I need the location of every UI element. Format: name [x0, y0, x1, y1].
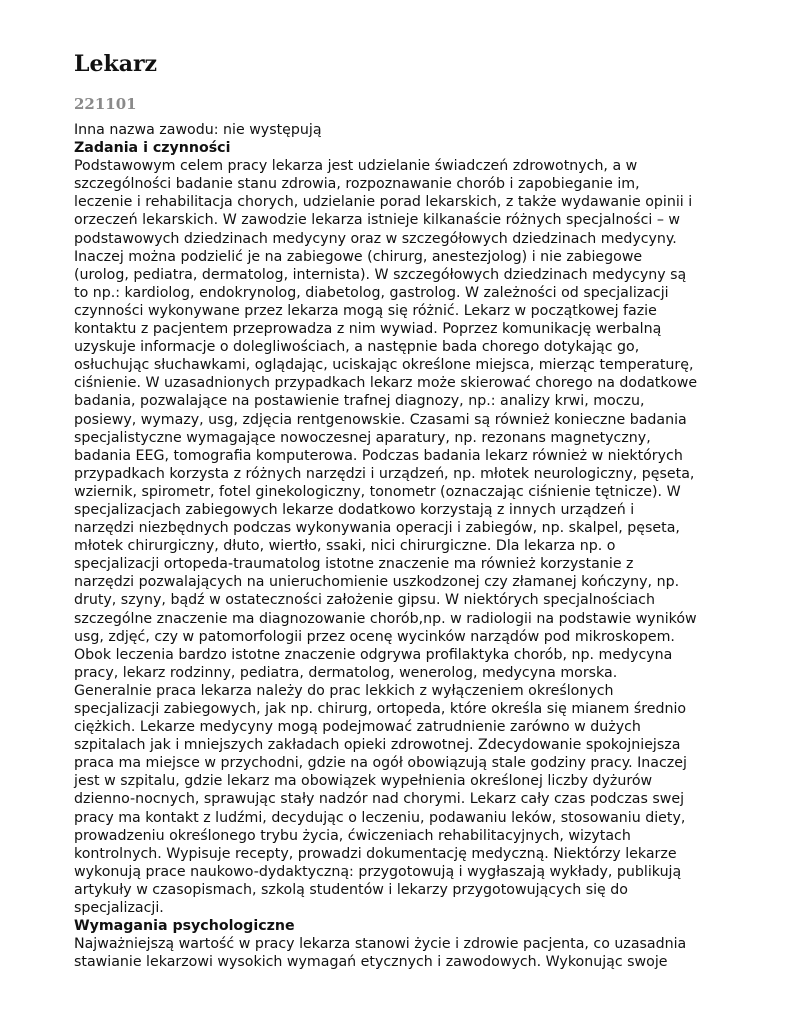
document-body [74, 121, 774, 971]
section-heading: Wymagania psychologiczne [74, 918, 295, 935]
body-line: szczególności badanie stanu zdrowia, rozpoznawanie chorób i zapobieganie im, [74, 176, 640, 193]
body-line: leczenie i rehabilitacja chorych, udzielanie porad lekarskich, z także wydawanie opinii i [74, 194, 693, 211]
body-line: praca ma miejsce w przychodni, gdzie na ogół obowiązują stale godziny pracy. Inaczej [74, 755, 687, 772]
body-line: pracy ma kontakt z ludźmi, decydując o leczeniu, podawaniu leków, stosowaniu diety, [74, 809, 686, 826]
body-line: to np.: kardiolog, endokrynolog, diabetolog, gastrolog. W zależności od specjalizacji [74, 284, 669, 301]
body-line: dzienno-nocnych, sprawując stały nadzór nad chorymi. Lekarz cały czas podczas swej [74, 791, 685, 808]
body-line: przypadkach korzysta z różnych narzędzi i urządzeń, np. młotek neurologiczny, pęseta, [74, 465, 695, 482]
body-line: (urolog, pediatra, dermatolog, internista). W szczegółowych dziedzinach medycyny są [74, 266, 687, 283]
body-line: wziernik, spirometr, fotel ginekologiczny, tonometr (oznaczając ciśnienie tętnicze). W [74, 483, 681, 500]
body-line: Inaczej można podzielić je na zabiegowe (chirurg, anestezjolog) i nie zabiegowe [74, 248, 643, 265]
body-line: ciśnienie. W uzasadnionych przypadkach lekarz może skierować chorego na dodatkowe [74, 375, 698, 392]
document-title: Lekarz [74, 51, 158, 77]
body-line: podstawowych dziedzinach medycyny oraz w szczegółowych dziedzinach medycyny. [74, 230, 677, 247]
body-line: specjalizacji zabiegowych, jak np. chirurg, ortopeda, które określa się mianem średnio [74, 701, 687, 717]
body-line: badania, pozwalające na postawienie trafnej diagnozy, np.: analizy krwi, moczu, [74, 393, 645, 410]
body-line: specjalizacji. [74, 900, 164, 917]
body-line: orzeczeń lekarskich. W zawodzie lekarza istnieje kilkanaście różnych specjalności – w [74, 212, 681, 229]
body-line: osłuchując słuchawkami, oglądając, uciskając określone miejsca, mierząc temperaturę, [74, 357, 694, 374]
body-line: artykuły w czasopismach, szkolą studentów i lekarzy przygotowujących się do [74, 881, 628, 898]
body-line: szpitalach jak i mniejszych zakładach opieki zdrowotnej. Zdecydowanie spokojniejsza [74, 737, 681, 754]
body-line: prowadzeniu określonego trybu życia, ćwiczeniach rehabilitacyjnych, wizytach [74, 827, 631, 844]
body-line: stawianie lekarzowi wysokich wymagań etycznych i zawodowych. Wykonując swoje [74, 954, 668, 971]
body-line: Generalnie praca lekarza należy do prac lekkich z wyłączeniem określonych [74, 682, 614, 699]
body-line: wykonują prace naukowo-dydaktyczną: przygotowują i wygłaszają wykłady, publikują [74, 863, 682, 880]
body-line: Najważniejszą wartość w pracy lekarza stanowi życie i zdrowie pacjenta, co uzasadnia [74, 936, 687, 953]
body-line: badania EEG, tomografia komputerowa. Podczas badania lekarz również w niektórych [74, 447, 683, 464]
body-line: uzyskuje informacje o dolegliwościach, a następnie bada chorego dotykając go, [74, 339, 640, 356]
body-line: szczególne znaczenie ma diagnozowanie chorób,np. w radiologii na podstawie wyników [74, 610, 697, 627]
body-line: specjalizacji ortopeda-traumatolog istotne znaczenie ma również korzystanie z [74, 556, 634, 573]
section-heading: Zadania i czynności [74, 140, 231, 157]
body-line: Podstawowym celem pracy lekarza jest udzielanie świadczeń zdrowotnych, a w [74, 158, 638, 175]
body-line: posiewy, wymazy, usg, zdjęcia rentgenowskie. Czasami są również konieczne badania [74, 411, 687, 428]
body-line: pracy, lekarz rodzinny, pediatra, dermatolog, wenerolog, medycyna morska. [74, 664, 618, 681]
body-line: specjalizacjach zabiegowych lekarze dodatkowo korzystają z innych urządzeń i [74, 501, 635, 518]
body-line: kontrolnych. Wypisuje recepty, prowadzi dokumentację medyczną. Niektórzy lekarze [74, 845, 677, 862]
body-line: specjalistyczne wymagające nowoczesnej aparatury, np. rezonans magnetyczny, [74, 429, 651, 446]
body-line: Inna nazwa zawodu: nie występują [74, 122, 322, 138]
occupation-code: 221101 [74, 95, 137, 113]
body-line: jest w szpitalu, gdzie lekarz ma obowiązek wypełnienia określonej liczby dyżurów [74, 773, 653, 790]
body-line: czynności wykonywane przez lekarza mogą się różnić. Lekarz w początkowej fazie [74, 302, 657, 319]
body-line: młotek chirurgiczny, dłuto, wiertło, ssaki, nici chirurgiczne. Dla lekarza np. o [74, 538, 616, 555]
body-line: usg, zdjęć, czy w patomorfologii przez ocenę wycinków narządów pod mikroskopem. [74, 628, 675, 645]
body-line: ciężkich. Lekarze medycyny mogą podejmować zatrudnienie zarówno w dużych [74, 719, 641, 736]
body-line: druty, szyny, bądź w ostateczności założenie gipsu. W niektórych specjalnościach [74, 592, 655, 609]
body-line: narzędzi niezbędnych podczas wykonywania operacji i zabiegów, np. skalpel, pęseta, [74, 520, 680, 537]
body-line: Obok leczenia bardzo istotne znaczenie odgrywa profilaktyka chorób, np. medycyna [74, 646, 673, 663]
body-line: kontaktu z pacjentem przeprowadza z nim wywiad. Poprzez komunikację werbalną [74, 321, 662, 338]
body-line: narzędzi pozwalających na unieruchomienie uszkodzonej czy złamanej kończyny, np. [74, 574, 680, 591]
